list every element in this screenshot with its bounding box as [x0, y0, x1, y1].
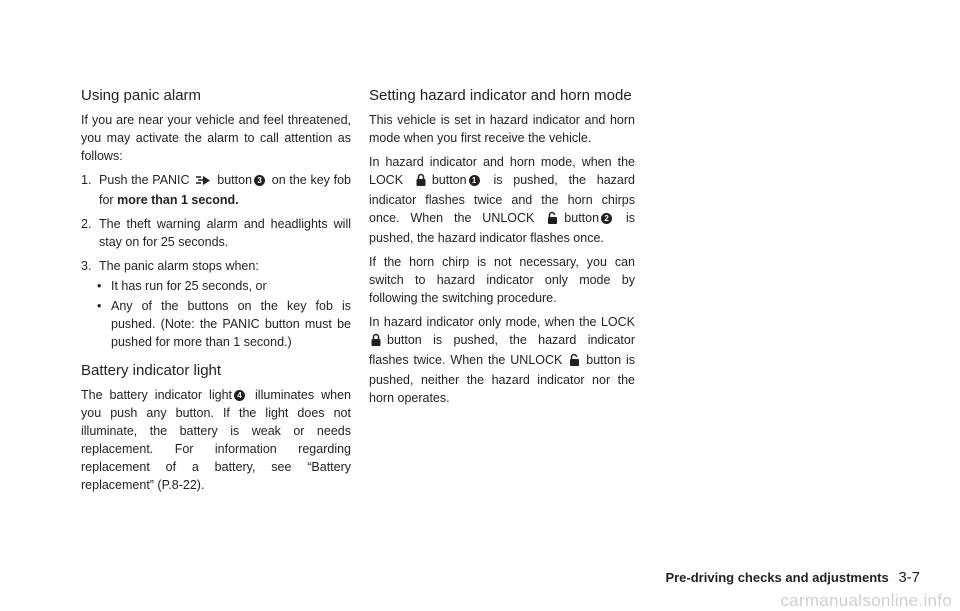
hazard-horn-heading: Setting hazard indicator and horn mode	[369, 87, 632, 104]
step-text: button	[217, 173, 253, 187]
hazard-p1: This vehicle is set in hazard indicator and horn mode when you first receive the vehicle.	[369, 113, 635, 145]
left-column	[81, 86, 351, 500]
step-text: Push the PANIC	[99, 173, 190, 187]
unlock-icon	[569, 353, 580, 371]
bullet-text: It has run for 25 seconds, or	[111, 279, 267, 293]
callout-badge-4: 4	[234, 390, 245, 401]
bullet-icon: •	[97, 299, 102, 313]
right-column	[369, 86, 635, 413]
hazard-p4	[369, 313, 635, 407]
hazard-p3: If the horn chirp is not necessary, you can switch to hazard indicator only mode by following the switching procedure.	[369, 255, 635, 305]
text-run: button is pushed, the hazard indicator flashes twice. When the UNLOCK	[369, 333, 635, 367]
page-footer	[665, 569, 920, 586]
step-text: The panic alarm stops when:	[99, 259, 259, 273]
battery-text-a: The battery indicator light	[81, 388, 232, 402]
step-text: The theft warning alarm and headlights will stay on for 25 seconds.	[99, 217, 351, 249]
step-number: 3.	[81, 259, 92, 273]
hazard-p2	[369, 153, 635, 247]
step-number: 2.	[81, 217, 92, 231]
bullet-text: Any of the buttons on the key fob is pushed. (Note: the PANIC button must be pushed for more than 1 second.)	[111, 299, 351, 349]
lock-icon	[371, 333, 381, 351]
panic-intro: If you are near your vehicle and feel threatened, you may activate the alarm to call attention as follows:	[81, 113, 351, 163]
battery-text-b: illuminates when you push any button. If the light does not illuminate, the battery is weak or needs replacement. For information regarding replacement of a battery, see “Battery replacement” (P.8-22).	[81, 388, 351, 492]
panic-step-1	[81, 171, 351, 209]
callout-badge-1: 1	[469, 175, 480, 186]
page-number: 3-7	[898, 569, 920, 586]
text-run: is pushed, the hazard indicator flashes twice and the horn chirps once. When the UNLOCK	[369, 173, 635, 225]
battery-text	[81, 386, 351, 494]
battery-indicator-heading: Battery indicator light	[81, 362, 222, 379]
list-item	[89, 297, 351, 351]
text-run: is pushed, the hazard indicator flashes once.	[369, 211, 635, 245]
panic-step-3	[81, 257, 351, 275]
step-text: on the key fob for	[99, 173, 351, 207]
panic-alarm-heading: Using panic alarm	[81, 87, 202, 104]
text-run: In hazard indicator only mode, when the LOCK	[369, 315, 635, 329]
callout-badge-3: 3	[254, 175, 265, 186]
bullet-icon: •	[97, 279, 102, 293]
text-run: button	[564, 211, 600, 225]
footer-section-title: Pre-driving checks and adjustments	[665, 570, 889, 585]
lock-icon	[416, 173, 426, 191]
step-number: 1.	[81, 173, 92, 187]
list-item	[89, 277, 351, 295]
unlock-icon	[547, 211, 558, 229]
watermark: carmanualsonline.info	[780, 591, 952, 610]
panic-icon	[195, 173, 211, 191]
text-run: button	[431, 173, 467, 187]
callout-badge-2: 2	[601, 213, 612, 224]
step-emphasis: more than 1 second.	[117, 193, 239, 207]
text-run: button is pushed, neither the hazard indicator nor the horn operates.	[369, 353, 635, 405]
text-run: In hazard indicator and horn mode, when the LOCK	[369, 155, 635, 187]
panic-step-2	[81, 215, 351, 251]
